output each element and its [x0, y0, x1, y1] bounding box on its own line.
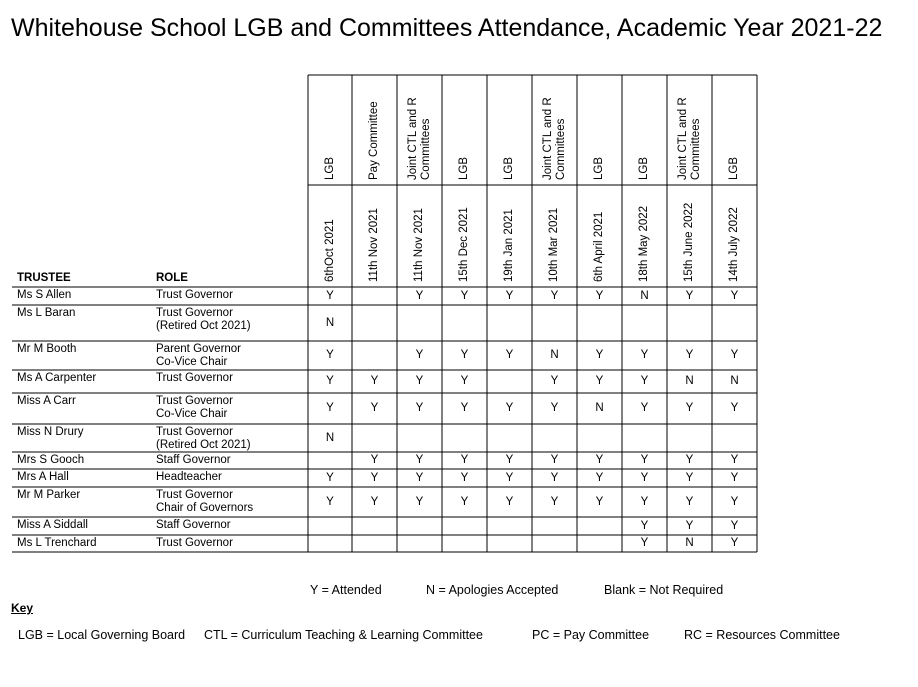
key-rc: RC = Resources Committee: [684, 628, 840, 642]
attendance-mark: Y: [730, 402, 739, 414]
attendance-mark: Y: [550, 375, 559, 387]
meeting-date-9: 15th June 2022: [683, 202, 695, 282]
meeting-date-3: 11th Nov 2021: [413, 208, 425, 282]
trustee-role: Headteacher: [156, 471, 222, 483]
legend-apologies: N = Apologies Accepted: [426, 583, 559, 597]
attendance-mark: N: [550, 349, 559, 361]
meeting-type-8: LGB: [638, 156, 650, 180]
attendance-mark: Y: [370, 402, 379, 414]
attendance-mark: Y: [326, 471, 334, 484]
attendance-mark: Y: [326, 375, 334, 387]
attendance-mark: Y: [505, 289, 514, 302]
attendance-mark: Y: [460, 495, 469, 508]
attendance-mark: Y: [505, 402, 514, 414]
legend-attended: Y = Attended: [310, 583, 382, 597]
attendance-mark: Y: [685, 454, 694, 466]
meeting-type-9: Joint CTL and R Committees: [676, 97, 702, 180]
meeting-type-3: Joint CTL and R Committees: [406, 97, 432, 180]
attendance-mark: Y: [685, 289, 694, 302]
attendance-mark: Y: [460, 471, 469, 484]
attendance-mark: Y: [595, 349, 604, 361]
trustee-role: Parent Governor Co-Vice Chair: [156, 343, 242, 368]
attendance-mark: Y: [550, 495, 559, 508]
trustee-role: Trust Governor Chair of Governors: [156, 489, 254, 514]
attendance-mark: N: [640, 289, 649, 302]
trustee-name: Miss A Siddall: [17, 519, 88, 531]
meeting-type-1: LGB: [323, 156, 336, 180]
attendance-mark: Y: [730, 349, 739, 361]
attendance-mark: Y: [505, 495, 514, 508]
meeting-type-7: LGB: [593, 156, 605, 180]
attendance-mark: Y: [550, 471, 559, 484]
trustee-name: Mrs A Hall: [17, 471, 69, 483]
trustee-name: Miss A Carr: [17, 395, 76, 407]
attendance-mark: Y: [415, 454, 424, 466]
meeting-type-10: LGB: [728, 156, 740, 180]
attendance-mark: Y: [326, 495, 334, 508]
attendance-mark: Y: [685, 495, 694, 508]
attendance-mark: Y: [550, 402, 559, 414]
trustee-role: Trust Governor: [156, 537, 233, 549]
trustee-role: Trust Governor (Retired Oct 2021): [156, 426, 251, 451]
trustee-role: Trust Governor (Retired Oct 2021): [156, 307, 251, 332]
key-pc: PC = Pay Committee: [532, 628, 650, 642]
page-title: Whitehouse School LGB and Committees Attendance, Academic Year 2021-22: [11, 14, 883, 42]
trustee-name: Mr M Parker: [17, 489, 81, 501]
meeting-type-5: LGB: [503, 156, 515, 180]
trustee-name: Mr M Booth: [17, 343, 77, 355]
attendance-mark: Y: [460, 454, 469, 466]
attendance-mark: N: [325, 316, 335, 329]
meeting-date-10: 14th July 2022: [728, 207, 740, 282]
meeting-date-4: 15th Dec 2021: [458, 207, 470, 282]
attendance-mark: Y: [640, 349, 649, 361]
meeting-type-2: Pay Committee: [368, 101, 380, 180]
meeting-date-8: 18th May 2022: [638, 205, 650, 282]
attendance-mark: N: [595, 402, 604, 414]
attendance-mark: Y: [730, 471, 739, 484]
meeting-type-6: Joint CTL and R Committees: [541, 97, 567, 180]
attendance-mark: Y: [370, 495, 379, 508]
meeting-date-7: 6th April 2021: [593, 211, 605, 282]
attendance-mark: Y: [685, 471, 694, 484]
attendance-mark: Y: [595, 454, 604, 466]
trustee-name: Mrs S Gooch: [17, 454, 85, 466]
attendance-mark: Y: [730, 519, 739, 532]
attendance-mark: Y: [640, 519, 649, 532]
attendance-mark: Y: [370, 454, 379, 466]
key-ctl: CTL = Curriculum Teaching & Learning Committee: [204, 628, 483, 642]
attendance-mark: Y: [505, 349, 514, 361]
attendance-mark: Y: [595, 495, 604, 508]
attendance-mark: N: [730, 375, 739, 387]
attendance-mark: Y: [640, 471, 649, 484]
attendance-mark: Y: [685, 519, 694, 532]
role-column-header: ROLE: [156, 272, 188, 284]
meeting-date-5: 19th Jan 2021: [503, 209, 515, 282]
attendance-mark: Y: [460, 289, 469, 302]
attendance-mark: Y: [730, 495, 739, 508]
attendance-mark: Y: [415, 495, 424, 508]
trustee-role: Trust Governor Co-Vice Chair: [156, 395, 233, 420]
attendance-mark: Y: [640, 402, 649, 414]
meeting-date-1: 6thOct 2021: [323, 219, 336, 282]
key-lgb: LGB = Local Governing Board: [18, 628, 186, 642]
attendance-mark: Y: [640, 375, 649, 387]
trustee-name: Miss N Drury: [17, 426, 84, 438]
attendance-mark: Y: [550, 289, 559, 302]
trustee-name: Ms L Trenchard: [17, 537, 97, 549]
attendance-mark: N: [325, 431, 335, 444]
attendance-mark: Y: [326, 349, 334, 361]
attendance-mark: Y: [595, 289, 604, 302]
key-heading: Key: [11, 601, 34, 615]
attendance-mark: Y: [415, 349, 424, 361]
trustee-role: Staff Governor: [156, 454, 231, 466]
attendance-mark: Y: [415, 471, 424, 484]
meeting-date-2: 11th Nov 2021: [368, 208, 380, 282]
trustee-name: Ms A Carpenter: [17, 372, 97, 384]
attendance-mark: Y: [370, 471, 379, 484]
attendance-mark: N: [685, 375, 694, 387]
attendance-mark: Y: [460, 349, 469, 361]
attendance-mark: Y: [595, 471, 604, 484]
trustee-role: Trust Governor: [156, 372, 233, 384]
attendance-mark: Y: [460, 375, 469, 387]
attendance-mark: Y: [685, 349, 694, 361]
attendance-mark: Y: [370, 375, 379, 387]
attendance-mark: Y: [730, 454, 739, 466]
attendance-mark: Y: [730, 537, 739, 549]
trustee-name: Ms S Allen: [17, 289, 72, 301]
attendance-mark: Y: [640, 537, 649, 549]
trustee-name: Ms L Baran: [17, 307, 76, 319]
attendance-mark: Y: [326, 402, 334, 414]
trustee-role: Staff Governor: [156, 519, 231, 531]
attendance-mark: N: [685, 537, 694, 549]
attendance-mark: Y: [640, 495, 649, 508]
attendance-mark: Y: [550, 454, 559, 466]
attendance-mark: Y: [505, 454, 514, 466]
trustee-role: Trust Governor: [156, 289, 233, 301]
attendance-mark: Y: [685, 402, 694, 414]
trustee-column-header: TRUSTEE: [17, 272, 71, 284]
attendance-mark: Y: [595, 375, 604, 387]
attendance-mark: Y: [460, 402, 469, 414]
attendance-mark: Y: [640, 454, 649, 466]
attendance-mark: Y: [326, 289, 334, 302]
attendance-mark: Y: [730, 289, 739, 302]
meeting-type-4: LGB: [458, 156, 470, 180]
legend-blank: Blank = Not Required: [604, 583, 724, 597]
attendance-mark: Y: [415, 375, 424, 387]
attendance-mark: Y: [415, 402, 424, 414]
attendance-mark: Y: [505, 471, 514, 484]
meeting-date-6: 10th Mar 2021: [548, 207, 560, 282]
attendance-mark: Y: [415, 289, 424, 302]
